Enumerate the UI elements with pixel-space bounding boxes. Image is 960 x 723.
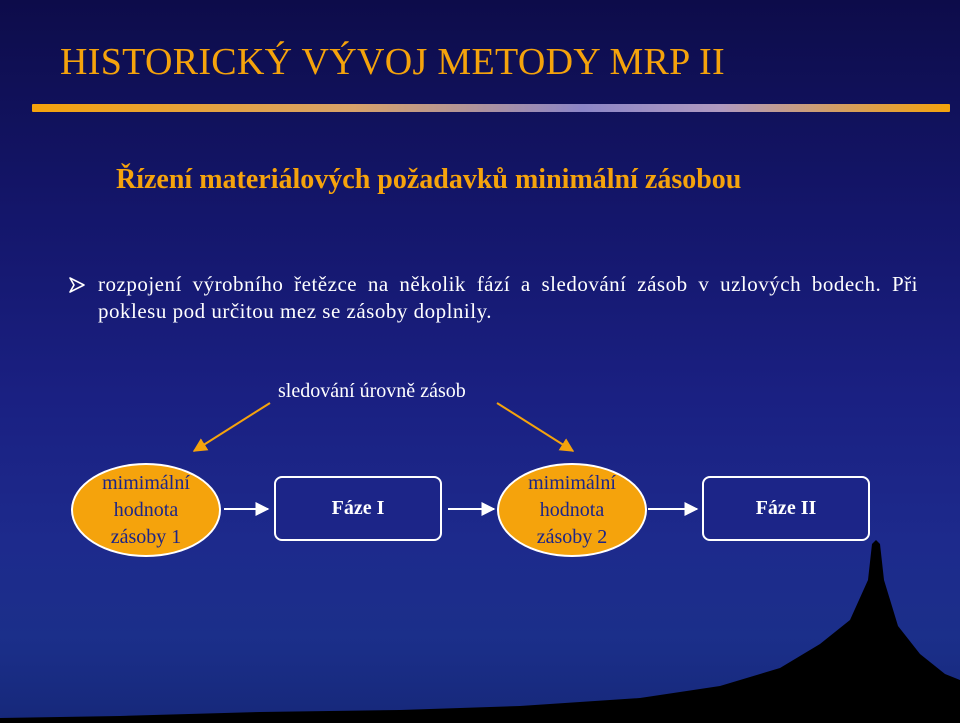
phase-1-node [274,476,442,541]
phase-2-node [702,476,870,541]
title-underline [32,104,950,112]
mountain-silhouette [0,540,960,723]
stock-2-line: zásoby 2 [536,525,608,548]
arrowhead-bullet-icon [68,271,98,298]
bullet-text: rozpojení výrobního řetězce na několik fází a sledování zásob v uzlových bodech. Při poklesu pod určitou mez se zásoby doplnily. [98,272,918,323]
edge-monitor-to-stock-2 [497,403,573,451]
slide-subtitle: Řízení materiálových požadavků minimální zásobou [116,164,742,195]
edge-monitor-to-stock-1 [194,403,270,451]
monitor-label: sledování úrovně zásob [278,380,466,402]
stock-1-line: mimimální [102,471,190,494]
slide-title: HISTORICKÝ VÝVOJ METODY MRP II [60,41,725,83]
stock-2-line: mimimální [528,471,616,494]
phase-2-label: Fáze II [755,497,817,519]
stock-1-line: hodnota [113,498,179,521]
stock-2-line: hodnota [539,498,605,521]
stock-1-line: zásoby 1 [110,525,182,548]
bullet-point [68,271,918,325]
phase-1-label: Fáze I [331,497,385,519]
